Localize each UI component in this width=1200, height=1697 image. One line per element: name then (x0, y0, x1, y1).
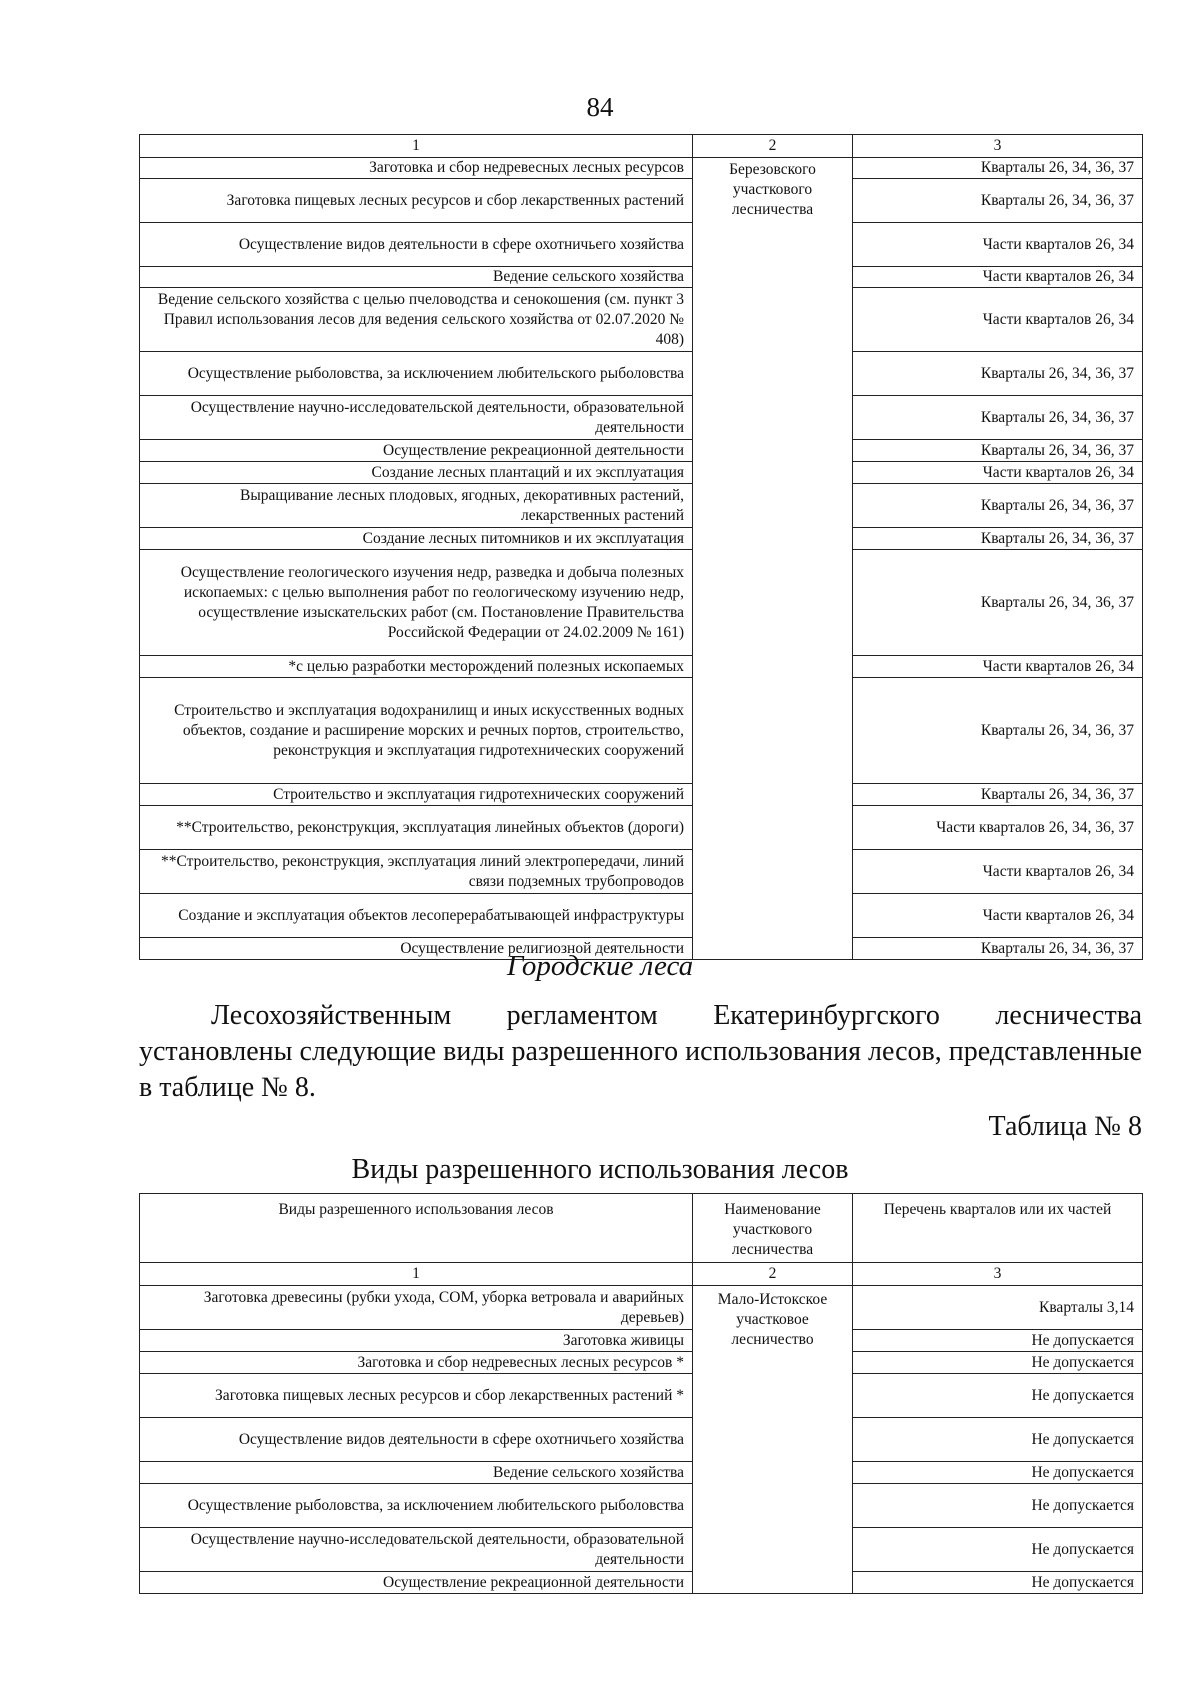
table-row (140, 784, 1143, 806)
quarters-cell: Не допускается (853, 1352, 1143, 1374)
activity-cell: Создание и эксплуатация объектов лесоперерабатывающей инфраструктуры (140, 894, 693, 938)
table-row (140, 850, 1143, 894)
activity-cell: Осуществление научно-исследовательской деятельности, образовательной деятельности (140, 1528, 693, 1572)
quarters-cell: Кварталы 26, 34, 36, 37 (853, 440, 1143, 462)
column-number: 1 (140, 1263, 693, 1286)
quarters-cell: Не допускается (853, 1330, 1143, 1352)
table-row (140, 1352, 1143, 1374)
table-row (140, 806, 1143, 850)
activity-cell: Осуществление рыболовства, за исключением любительского рыболовства (140, 352, 693, 396)
table-row (140, 223, 1143, 267)
table-row (140, 1484, 1143, 1528)
table-row (140, 1286, 1143, 1330)
column-header: Перечень кварталов или их частей (853, 1194, 1143, 1263)
activity-cell: Осуществление геологического изучения недр, разведка и добыча полезных ископаемых: с целью выполнения работ по геологическому изучению недр, осуществление изыскательских работ (см. Постановление Правительства Российской Федерации от 24.02.2009 № 161) (140, 550, 693, 656)
column-number: 3 (853, 1263, 1143, 1286)
quarters-cell: Части кварталов 26, 34 (853, 288, 1143, 352)
activity-cell: Ведение сельского хозяйства (140, 267, 693, 288)
activity-cell: Выращивание лесных плодовых, ягодных, декоративных растений, лекарственных растений (140, 484, 693, 528)
table-row (140, 288, 1143, 352)
table-row (140, 352, 1143, 396)
table-row (140, 1418, 1143, 1462)
activity-cell: Осуществление видов деятельности в сфере охотничьего хозяйства (140, 1418, 693, 1462)
page-number: 84 (586, 92, 614, 122)
activity-cell: *с целью разработки месторождений полезных ископаемых (140, 656, 693, 678)
table-row (140, 1528, 1143, 1572)
quarters-cell: Не допускается (853, 1484, 1143, 1528)
column-header: Виды разрешенного использования лесов (140, 1194, 693, 1263)
quarters-cell: Части кварталов 26, 34 (853, 462, 1143, 484)
table-row (140, 1462, 1143, 1484)
table-1-col-number: 1 (140, 135, 693, 158)
quarters-cell: Кварталы 3,14 (853, 1286, 1143, 1330)
activity-cell: Осуществление видов деятельности в сфере охотничьего хозяйства (140, 223, 693, 267)
table-row (140, 179, 1143, 223)
table-row (140, 396, 1143, 440)
quarters-cell: Кварталы 26, 34, 36, 37 (853, 396, 1143, 440)
table-8-number-row (140, 1263, 1143, 1286)
activity-cell: Строительство и эксплуатация водохранилищ и иных искусственных водных объектов, создание и расширение морских и речных портов, строительство, реконструкция и эксплуатация гидротехнических сооружений (140, 678, 693, 784)
activity-cell: Строительство и эксплуатация гидротехнических сооружений (140, 784, 693, 806)
activity-cell: Осуществление рекреационной деятельности (140, 440, 693, 462)
quarters-cell: Кварталы 26, 34, 36, 37 (853, 158, 1143, 179)
quarters-cell: Кварталы 26, 34, 36, 37 (853, 179, 1143, 223)
table-row (140, 1572, 1143, 1594)
table-1 (139, 134, 1143, 960)
forestry-cell: Березовского участкового лесничества (693, 158, 853, 960)
column-header: Наименование участкового лесничества (693, 1194, 853, 1263)
forestry-cell: Мало-Истокское участковое лесничество (693, 1286, 853, 1594)
table-row (140, 484, 1143, 528)
quarters-cell: Кварталы 26, 34, 36, 37 (853, 678, 1143, 784)
table-1-col-number: 2 (693, 135, 853, 158)
activity-cell: Создание лесных плантаций и их эксплуатация (140, 462, 693, 484)
table-row (140, 678, 1143, 784)
quarters-cell: Кварталы 26, 34, 36, 37 (853, 352, 1143, 396)
quarters-cell: Части кварталов 26, 34 (853, 894, 1143, 938)
activity-cell: Создание лесных питомников и их эксплуатация (140, 528, 693, 550)
quarters-cell: Кварталы 26, 34, 36, 37 (853, 484, 1143, 528)
quarters-cell: Части кварталов 26, 34, 36, 37 (853, 806, 1143, 850)
activity-cell: Заготовка живицы (140, 1330, 693, 1352)
quarters-cell: Не допускается (853, 1462, 1143, 1484)
table-row (140, 1330, 1143, 1352)
activity-cell: **Строительство, реконструкция, эксплуатация линейных объектов (дороги) (140, 806, 693, 850)
table-8 (139, 1193, 1143, 1594)
quarters-cell: Кварталы 26, 34, 36, 37 (853, 938, 1143, 960)
table-title: Виды разрешенного использования лесов (351, 1154, 849, 1185)
intro-paragraph: Лесохозяйственным регламентом Екатеринбургского лесничества установлены следующие виды разрешенного использования лесов, представленные в таблице № 8. (139, 1000, 1142, 1103)
table-row (140, 267, 1143, 288)
table-row (140, 894, 1143, 938)
quarters-cell: Части кварталов 26, 34 (853, 267, 1143, 288)
activity-cell: **Строительство, реконструкция, эксплуатация линий электропередачи, линий связи подземных трубопроводов (140, 850, 693, 894)
quarters-cell: Кварталы 26, 34, 36, 37 (853, 550, 1143, 656)
activity-cell: Заготовка древесины (рубки ухода, СОМ, уборка ветровала и аварийных деревьев) (140, 1286, 693, 1330)
quarters-cell: Не допускается (853, 1418, 1143, 1462)
quarters-cell: Части кварталов 26, 34 (853, 850, 1143, 894)
activity-cell: Ведение сельского хозяйства (140, 1462, 693, 1484)
quarters-cell: Не допускается (853, 1528, 1143, 1572)
quarters-cell: Части кварталов 26, 34 (853, 656, 1143, 678)
quarters-cell: Не допускается (853, 1572, 1143, 1594)
table-1-header-row (140, 135, 1143, 158)
table-row (140, 550, 1143, 656)
activity-cell: Ведение сельского хозяйства с целью пчеловодства и сенокошения (см. пункт 3 Правил использования лесов для ведения сельского хозяйства от 02.07.2020 № 408) (140, 288, 693, 352)
table-row (140, 528, 1143, 550)
table-1-col-number: 3 (853, 135, 1143, 158)
activity-cell: Заготовка и сбор недревесных лесных ресурсов * (140, 1352, 693, 1374)
table-row (140, 462, 1143, 484)
quarters-cell: Кварталы 26, 34, 36, 37 (853, 528, 1143, 550)
table-label: Таблица № 8 (988, 1111, 1142, 1142)
quarters-cell: Кварталы 26, 34, 36, 37 (853, 784, 1143, 806)
column-number: 2 (693, 1263, 853, 1286)
table-row (140, 158, 1143, 179)
activity-cell: Осуществление научно-исследовательской деятельности, образовательной деятельности (140, 396, 693, 440)
activity-cell: Заготовка и сбор недревесных лесных ресурсов (140, 158, 693, 179)
table-8-header-row (140, 1194, 1143, 1263)
table-row (140, 656, 1143, 678)
activity-cell: Осуществление религиозной деятельности (140, 938, 693, 960)
activity-cell: Заготовка пищевых лесных ресурсов и сбор лекарственных растений (140, 179, 693, 223)
table-row (140, 440, 1143, 462)
quarters-cell: Части кварталов 26, 34 (853, 223, 1143, 267)
activity-cell: Осуществление рекреационной деятельности (140, 1572, 693, 1594)
table-row (140, 1374, 1143, 1418)
quarters-cell: Не допускается (853, 1374, 1143, 1418)
activity-cell: Заготовка пищевых лесных ресурсов и сбор лекарственных растений * (140, 1374, 693, 1418)
section-heading: Городские леса (506, 950, 694, 982)
activity-cell: Осуществление рыболовства, за исключением любительского рыболовства (140, 1484, 693, 1528)
